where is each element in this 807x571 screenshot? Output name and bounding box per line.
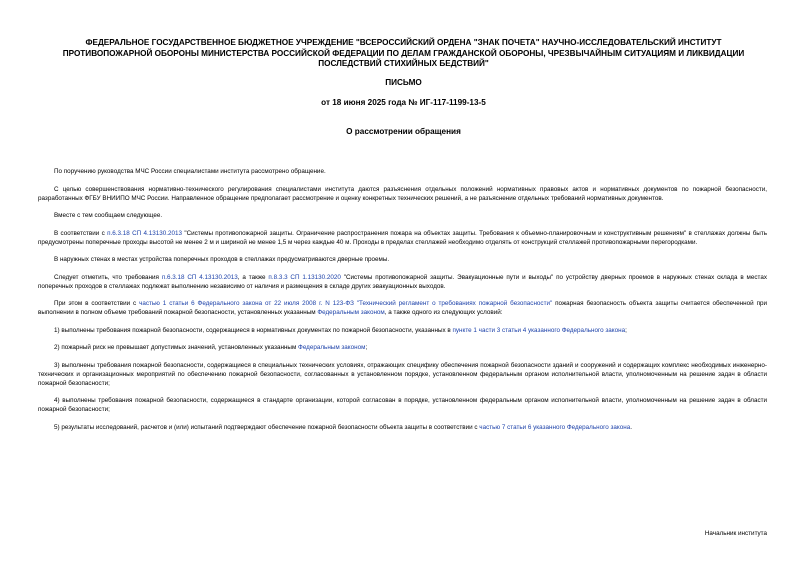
paragraph-text: 1) выполнены требования пожарной безопасности, содержащиеся в нормативных документах по пожарной безопасности, указанных в xyxy=(54,326,453,334)
paragraph-note xyxy=(38,273,767,291)
paragraph-notice: Вместе с тем сообщаем следующее. xyxy=(54,212,163,219)
link-law-123fz-article6[interactable]: частью 1 статьи 6 Федерального закона от 22 июля 2008 г. N 123-ФЗ "Технический регламент о требованиях пожарной безопасности" xyxy=(139,300,553,307)
paragraph-text: , а также xyxy=(237,273,269,281)
paragraph-text: Следует отметить, что требования xyxy=(54,273,162,281)
paragraph-law-reference xyxy=(38,299,767,317)
paragraph-text: ; xyxy=(365,344,368,351)
document-type: ПИСЬМО xyxy=(385,78,422,87)
paragraph-text: "Системы противопожарной защиты. Эвакуационные пути и выходы" по устройству дверных проемов в наружных стенах склада в местах поперечных проходов в стеллажах подлежат выполнению независимо от наличия и размещения в складе других эвакуационных выходов. xyxy=(38,273,767,290)
list-item-condition-2 xyxy=(38,343,767,352)
paragraph-door-openings: В наружных стенах в местах устройства поперечных проходов в стеллажах предусматриваются дверные проемы. xyxy=(54,256,390,263)
paragraph-purpose: С целью совершенствования нормативно-технического регулирования специалистами института даются разъяснения отдельных положений нормативных правовых актов и нормативных документов по пожарной безопасности, разработанных ФГБУ ВНИИПО МЧС России. Направленное обращение предполагает рассмотрение и оценку конкретных технических решений, а не разъяснение отдельных требований нормативных документов. xyxy=(38,185,767,202)
link-federal-law[interactable]: Федеральным законом xyxy=(317,309,385,316)
paragraph-text: пожарная безопасность объекта защиты считается обеспеченной при выполнении в полном объеме требований пожарной безопасности, установленных указанным xyxy=(38,300,768,316)
paragraph-text: . xyxy=(630,423,632,431)
link-sp4-6-3-18[interactable]: п.6.3.18 СП 4.13130.2013 xyxy=(107,229,183,237)
link-article4-part3[interactable]: пункте 1 части 3 статьи 4 указанного Федерального закона xyxy=(452,326,626,334)
document-body xyxy=(38,167,767,440)
list-item-condition-3: 3) выполнены требования пожарной безопасности, содержащиеся в специальных технических условиях, отражающих специфику обеспечения пожарной безопасности зданий и сооружений и содержащих комплекс необходимых инженерно-технических и организационных мероприятий по обеспечению пожарной безопасности, согласованных в установленном порядке, установленном федеральным органом исполнительной власти, уполномоченным на решение задач в области пожарной безопасности; xyxy=(38,361,767,387)
paragraph-text: 5) результаты исследований, расчетов и (или) испытаний подтверждают обеспечение пожарной безопасности объекта защиты в соответствии с xyxy=(54,423,480,431)
paragraph-text: ; xyxy=(625,326,627,334)
list-item-condition-1 xyxy=(38,326,767,335)
signature-title: Начальник института xyxy=(704,530,767,537)
list-item-condition-4: 4) выполнены требования пожарной безопасности, содержащиеся в стандарте организации, которой согласован в порядке, установленном федеральным органом исполнительной власти, уполномоченным на решение задач в области пожарной безопасности; xyxy=(38,397,767,413)
paragraph-intro: По поручению руководства МЧС России специалистами института рассмотрено обращение. xyxy=(54,168,326,175)
link-federal-law-risk[interactable]: Федеральным законом xyxy=(298,344,366,351)
document-date-number: от 18 июня 2025 года № ИГ-117-1199-13-5 xyxy=(321,98,486,107)
paragraph-requirement xyxy=(38,229,767,247)
paragraph-text: "Системы противопожарной защиты. Ограничение распространения пожара на объектах защиты. Требования к объемно-планировочным и конструктивным решениям" в стеллажах должны быть предусмотрены поперечные проходы высотой не менее 2 м и шириной не менее 1,5 м через каждые 40 м. Проходы в пределах стеллажей необходимо отделять от конструкций стеллажей противопожарными перегородками. xyxy=(38,229,767,246)
organization-header: ФЕДЕРАЛЬНОЕ ГОСУДАРСТВЕННОЕ БЮДЖЕТНОЕ УЧРЕЖДЕНИЕ "ВСЕРОССИЙСКИЙ ОРДЕНА "ЗНАК ПОЧЕТА" НАУЧНО-ИССЛЕДОВАТЕЛЬСКИЙ ИНСТИТУТ ПРОТИВОПОЖАРНОЙ ОБОРОНЫ МИНИСТЕРСТВА РОССИЙСКОЙ ФЕДЕРАЦИИ ПО ДЕЛАМ ГРАЖДАНСКОЙ ОБОРОНЫ, ЧРЕЗВЫЧАЙНЫМ СИТУАЦИЯМ И ЛИКВИДАЦИИ ПОСЛЕДСТВИЙ СТИХИЙНЫХ БЕДСТВИЙ" xyxy=(62,38,745,68)
paragraph-text: При этом в соответствии с xyxy=(54,300,140,307)
paragraph-text: 2) пожарный риск не превышает допустимых значений, установленных указанным xyxy=(54,344,299,351)
document-subject: О рассмотрении обращения xyxy=(346,127,461,136)
paragraph-text: , а также одного из следующих условий: xyxy=(384,309,503,316)
link-sp4-6-3-18-second[interactable]: п.6.3.18 СП 4.13130.2013 xyxy=(161,273,238,281)
link-article6-part7[interactable]: частью 7 статьи 6 указанного Федерального закона xyxy=(479,423,631,431)
link-sp1-8-3-3[interactable]: п.8.3.3 СП 1.13130.2020 xyxy=(268,273,341,281)
paragraph-text: В соответствии с xyxy=(54,229,108,237)
list-item-condition-5 xyxy=(38,423,767,432)
